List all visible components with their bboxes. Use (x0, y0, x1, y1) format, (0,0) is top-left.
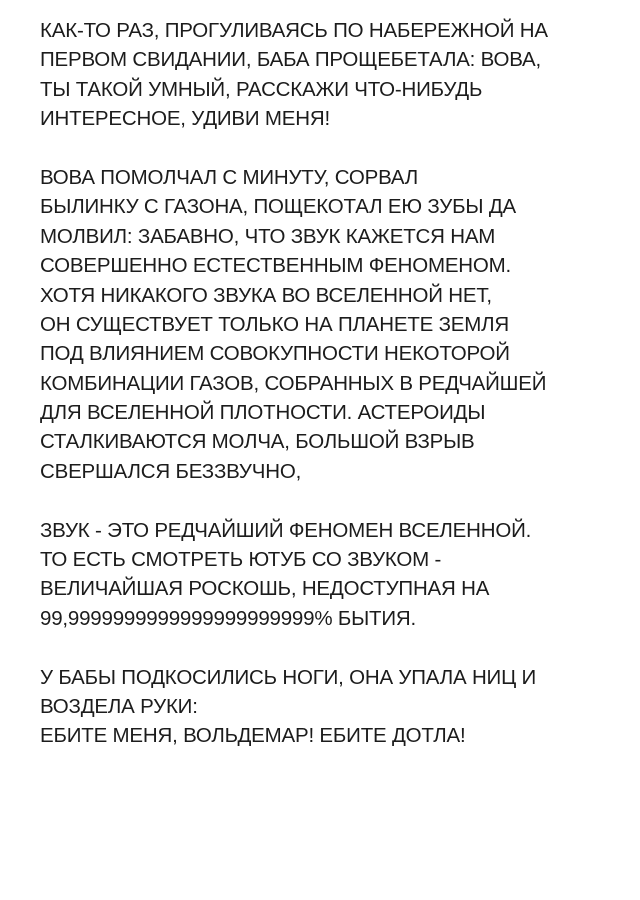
text-line: ЕБИТЕ МЕНЯ, ВОЛЬДЕМАР! ЕБИТЕ ДОТЛА! (40, 724, 466, 748)
text-line: ТО ЕСТЬ СМОТРЕТЬ ЮТУБ СО ЗВУКОМ - (40, 548, 442, 572)
text-line: СВЕРШАЛСЯ БЕЗЗВУЧНО, (40, 459, 302, 483)
text-line: ТЫ ТАКОЙ УМНЫЙ, РАССКАЖИ ЧТО-НИБУДЬ (40, 77, 483, 101)
text-line: ХОТЯ НИКАКОГО ЗВУКА ВО ВСЕЛЕННОЙ НЕТ, (40, 283, 492, 307)
paragraph-intro (40, 16, 620, 134)
text-line: У БАБЫ ПОДКОСИЛИСЬ НОГИ, ОНА УПАЛА НИЦ И (40, 665, 537, 689)
paragraph-sound-phenomenon (40, 516, 620, 634)
text-line: КОМБИНАЦИИ ГАЗОВ, СОБРАННЫХ В РЕДЧАЙШЕЙ (40, 371, 547, 395)
text-line: СОВЕРШЕННО ЕСТЕСТВЕННЫМ ФЕНОМЕНОМ. (40, 254, 512, 278)
text-line: МОЛВИЛ: ЗАБАВНО, ЧТО ЗВУК КАЖЕТСЯ НАМ (40, 224, 496, 248)
text-line: ДЛЯ ВСЕЛЕННОЙ ПЛОТНОСТИ. АСТЕРОИДЫ (40, 401, 486, 425)
text-line: ВОЗДЕЛА РУКИ: (40, 694, 198, 718)
text-line: СТАЛКИВАЮТСЯ МОЛЧА, БОЛЬШОЙ ВЗРЫВ (40, 430, 475, 454)
text-line: ВОВА ПОМОЛЧАЛ С МИНУТУ, СОРВАЛ (40, 165, 419, 189)
text-line: КАК-ТО РАЗ, ПРОГУЛИВАЯСЬ ПО НАБЕРЕЖНОЙ НА (40, 19, 548, 42)
paragraph-ending (40, 663, 620, 751)
text-line: ПЕРВОМ СВИДАНИИ, БАБА ПРОЩЕБЕТАЛА: ВОВА, (40, 48, 541, 72)
text-line: БЫЛИНКУ С ГАЗОНА, ПОЩЕКОТАЛ ЕЮ ЗУБЫ ДА (40, 195, 516, 219)
text-line: ЗВУК - ЭТО РЕДЧАЙШИЙ ФЕНОМЕН ВСЕЛЕННОЙ. (40, 518, 532, 542)
text-line: 99,9999999999999999999999% БЫТИЯ. (40, 606, 417, 630)
paragraph-vova-speech (40, 163, 620, 486)
text-line: ПОД ВЛИЯНИЕМ СОВОКУПНОСТИ НЕКОТОРОЙ (40, 342, 510, 366)
text-line: ВЕЛИЧАЙШАЯ РОСКОШЬ, НЕДОСТУПНАЯ НА (40, 577, 490, 601)
text-line: ИНТЕРЕСНОЕ, УДИВИ МЕНЯ! (40, 107, 330, 131)
story-text (40, 16, 620, 780)
text-line: ОН СУЩЕСТВУЕТ ТОЛЬКО НА ПЛАНЕТЕ ЗЕМЛЯ (40, 312, 510, 336)
